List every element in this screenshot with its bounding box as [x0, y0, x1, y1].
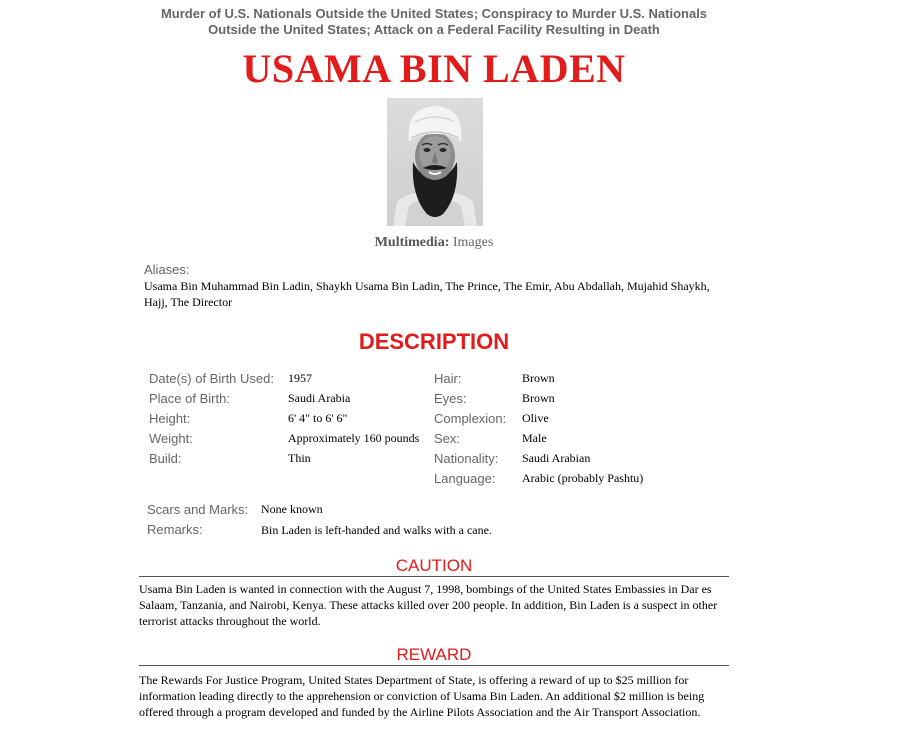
aliases-label: Aliases: [144, 262, 190, 277]
description-heading: DESCRIPTION [358, 329, 510, 354]
complexion-label: Complexion: [434, 411, 507, 426]
hair-value: Brown [522, 371, 555, 385]
build-value: Thin [288, 451, 311, 465]
complexion-value: Olive [522, 411, 549, 425]
aliases-text: Usama Bin Muhammad Bin Ladin, Shaykh Usama Bin Ladin, The Prince, The Emir, Abu Abdallah, Mujahid Shaykh, Hajj, The Director [144, 279, 710, 309]
scars-value: None known [261, 502, 323, 516]
charges-line-1: Murder of U.S. Nationals Outside the United States; Conspiracy to Murder U.S. Nationals [160, 6, 708, 21]
multimedia-label: Multimedia: [374, 235, 450, 250]
charges-line-2: Outside the United States; Attack on a Federal Facility Resulting in Death [208, 22, 660, 37]
hair-label: Hair: [434, 371, 462, 386]
reward-text: The Rewards For Justice Program, United States Department of State, is offering a reward of up to $25 million for information leading directly to the apprehension or conviction of Usama Bin Laden. An additional $2 million is being offered through a program developed and funded by the Airline Pilots Association and the Air Transport Association. [139, 673, 705, 719]
weight-value: Approximately 160 pounds [288, 431, 420, 445]
portrait-image [387, 98, 483, 226]
place-of-birth-label: Place of Birth: [149, 391, 230, 406]
caution-text: Usama Bin Laden is wanted in connection with the August 7, 1998, bombings of the United States Embassies in Dar es Salaam, Tanzania, and Nairobi, Kenya. These attacks killed over 200 people. In addition, Bin Laden is a suspect in other terrorist attacks throughout the world. [139, 582, 718, 628]
nationality-value: Saudi Arabian [522, 451, 591, 465]
height-label: Height: [149, 411, 191, 426]
multimedia-images-link[interactable]: Images [452, 235, 494, 250]
charges-header [0, 6, 868, 38]
language-label: Language: [434, 471, 496, 486]
build-label: Build: [149, 451, 182, 466]
caution-heading: CAUTION [395, 556, 473, 575]
dob-label: Date(s) of Birth Used: [149, 371, 274, 386]
fugitive-name: USAMA BIN LADEN [242, 46, 626, 91]
place-of-birth-value: Saudi Arabia [288, 391, 351, 405]
caution-divider [139, 576, 729, 577]
nationality-label: Nationality: [434, 451, 499, 466]
multimedia-line [0, 234, 868, 252]
sex-value: Male [522, 431, 547, 445]
sex-label: Sex: [434, 431, 461, 446]
remarks-label: Remarks: [147, 522, 203, 537]
reward-heading: REWARD [396, 645, 472, 664]
eyes-value: Brown [522, 391, 555, 405]
fugitive-photo[interactable] [387, 98, 483, 226]
dob-value: 1957 [288, 371, 312, 385]
height-value: 6' 4" to 6' 6" [288, 411, 348, 425]
reward-divider [139, 665, 729, 666]
weight-label: Weight: [149, 431, 193, 446]
remarks-value: Bin Laden is left-handed and walks with a cane. [261, 523, 492, 537]
scars-label: Scars and Marks: [147, 502, 249, 517]
eyes-label: Eyes: [434, 391, 467, 406]
language-value: Arabic (probably Pashtu) [522, 471, 644, 485]
